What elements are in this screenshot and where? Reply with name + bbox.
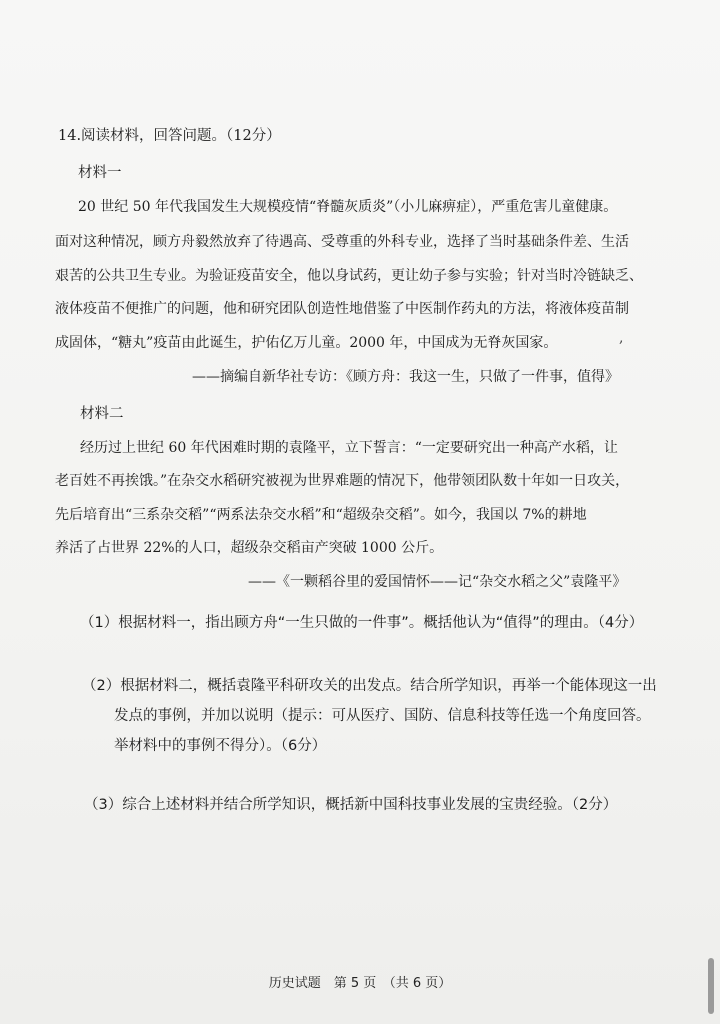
material-two-label: 材料二 bbox=[80, 406, 124, 422]
material-two-line: 养活了占世界 22%的人口，超级杂交稻亩产突破 1000 公斤。 bbox=[55, 540, 444, 556]
material-one-line: 面对这种情况，顾方舟毅然放弃了待遇高、受尊重的外科专业，选择了当时基础条件差、生活 bbox=[55, 234, 629, 250]
sub-question-2-line: （2）根据材料二，概括袁隆平科研攻关的出发点。结合所学知识，再举一个能体现这一出 bbox=[82, 678, 657, 694]
sub-question-3: （3）综合上述材料并结合所学知识，概括新中国科技事业发展的宝贵经验。（2分） bbox=[84, 797, 618, 813]
stray-mark: , bbox=[619, 330, 624, 346]
material-one-line: 20 世纪 50 年代我国发生大规模疫情“脊髓灰质炎”（小儿麻痹症），严重危害儿童健康。 bbox=[78, 199, 618, 215]
sub-question-1: （1）根据材料一，指出顾方舟“一生只做的一件事”。概括他认为“值得”的理由。（4分） bbox=[80, 615, 644, 631]
material-one-line: 液体疫苗不便推广的问题，他和研究团队创造性地借鉴了中医制作药丸的方法，将液体疫苗制 bbox=[55, 301, 629, 317]
material-two-line: 老百姓不再挨饿。”在杂交水稻研究被视为世界难题的情况下，他带领团队数十年如一日攻关， bbox=[55, 473, 630, 489]
material-two-line: 先后培育出“三系杂交稻”“两系法杂交水稻”和“超级杂交稻”。如今，我国以 7%的耕地 bbox=[55, 507, 587, 523]
material-one-label: 材料一 bbox=[78, 165, 122, 181]
sub-question-2-line: 发点的事例，并加以说明（提示：可从医疗、国防、信息科技等任选一个角度回答。 bbox=[114, 708, 651, 724]
material-two-source: ——《一颗稻谷里的爱国情怀——记“杂交水稻之父”袁隆平》 bbox=[248, 574, 627, 590]
scrollbar-thumb[interactable] bbox=[708, 958, 714, 1014]
question-title: 14.阅读材料，回答问题。（12分） bbox=[58, 128, 281, 144]
material-two-line: 经历过上世纪 60 年代困难时期的袁隆平，立下誓言：“一定要研究出一种高产水稻，让 bbox=[80, 440, 618, 456]
sub-question-2-line: 举材料中的事例不得分）。（6分） bbox=[114, 738, 327, 754]
material-one-line: 艰苦的公共卫生专业。为验证疫苗安全，他以身试药，更让幼子参与实验；针对当时冷链缺乏、 bbox=[55, 268, 643, 284]
page-footer: 历史试题 第 5 页 （共 6 页） bbox=[268, 976, 452, 991]
material-one-source: ——摘编自新华社专访：《顾方舟：我这一生，只做了一件事，值得》 bbox=[192, 369, 619, 385]
material-one-line: 成固体，“糖丸”疫苗由此诞生，护佑亿万儿童。2000 年，中国成为无脊灰国家。 bbox=[55, 335, 558, 351]
